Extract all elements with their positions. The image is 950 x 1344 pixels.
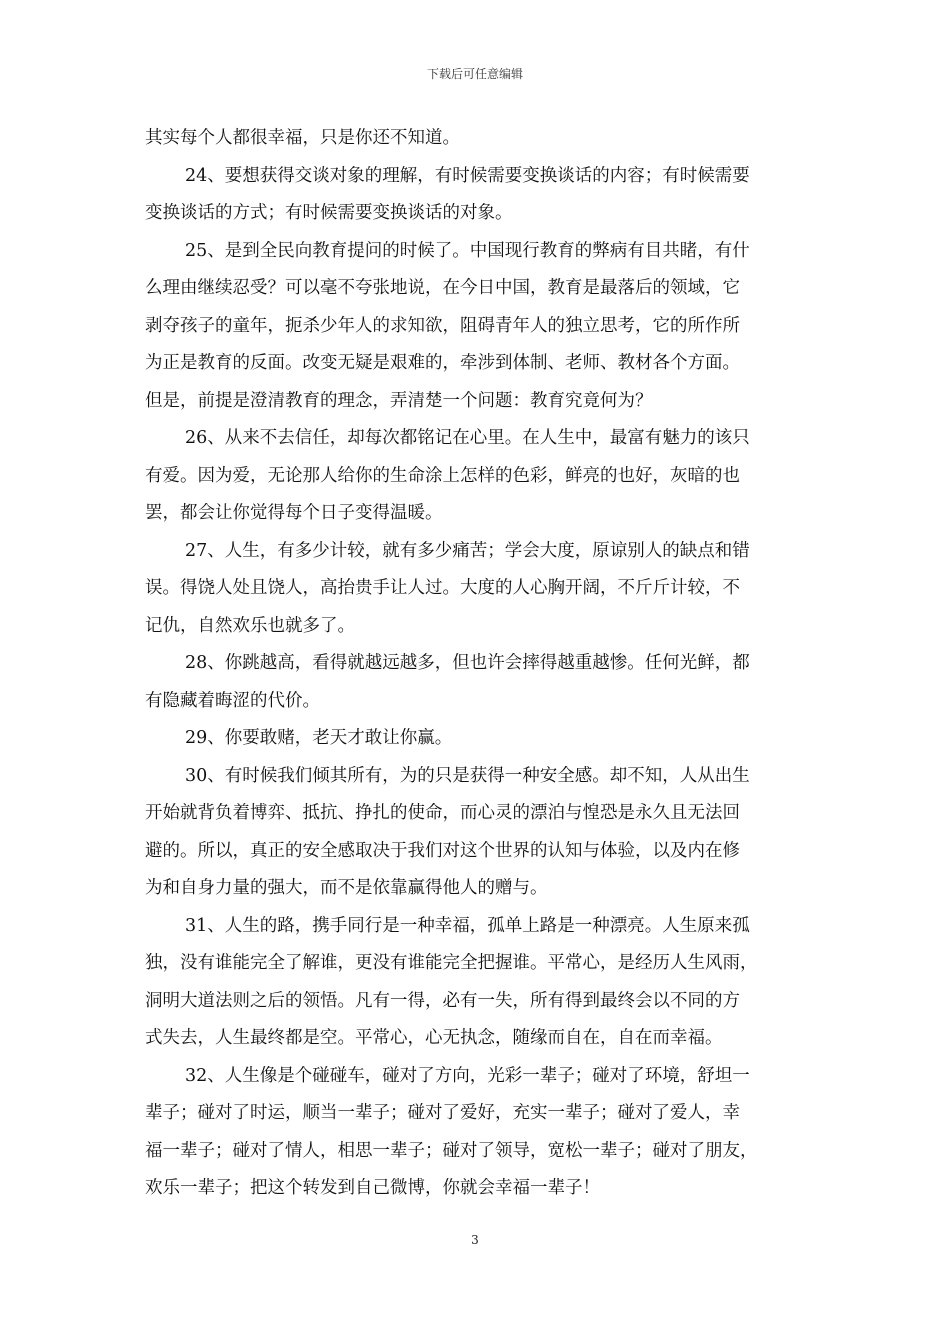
paragraph-line: 记仇，自然欢乐也就多了。: [145, 615, 355, 636]
paragraph-line: 26、从来不去信任，却每次都铭记在心里。在人生中，最富有魅力的该只: [185, 428, 750, 448]
paragraph-line: 为正是教育的反面。改变无疑是艰难的，牵涉到体制、老师、教材各个方面。: [145, 353, 740, 373]
paragraph-line: 变换谈话的方式；有时候需要变换谈话的对象。: [145, 203, 513, 223]
paragraph: [145, 758, 809, 908]
paragraph: [145, 233, 809, 421]
paragraph-line: 但是，前提是澄清教育的理念，弄清楚一个问题：教育究竟何为？: [145, 390, 653, 411]
paragraph-line: 洞明大道法则之后的领悟。凡有一得，必有一失，所有得到最终会以不同的方: [145, 990, 740, 1011]
paragraph-line: 避的。所以，真正的安全感取决于我们对这个世界的认知与体验，以及内在修: [145, 840, 740, 861]
paragraph: [145, 720, 809, 758]
paragraph-line: 有爱。因为爱，无论那人给你的生命涂上怎样的色彩，鲜亮的也好，灰暗的也: [145, 465, 740, 486]
paragraph: [145, 1058, 809, 1208]
paragraph: [145, 158, 809, 233]
paragraph-line: 27、人生，有多少计较，就有多少痛苦；学会大度，原谅别人的缺点和错: [185, 540, 750, 561]
paragraph-line: 32、人生像是个碰碰车，碰对了方向，光彩一辈子；碰对了环境，舒坦一: [185, 1065, 750, 1086]
paragraph: [145, 120, 809, 158]
paragraph: [145, 533, 809, 646]
paragraph-line: 30、有时候我们倾其所有，为的只是获得一种安全感。却不知，人从出生: [185, 765, 750, 786]
paragraph-line: 25、是到全民向教育提问的时候了。中国现行教育的弊病有目共睹，有什: [185, 240, 750, 261]
paragraph: [145, 420, 809, 533]
paragraph-line: 独，没有谁能完全了解谁，更没有谁能完全把握谁。平常心，是经历人生风雨，: [145, 953, 758, 973]
header-text: 下载后可任意编辑: [426, 67, 523, 81]
paragraph-line: 欢乐一辈子；把这个转发到自己微博，你就会幸福一辈子！: [145, 1178, 600, 1198]
paragraph-line: 有隐藏着晦涩的代价。: [145, 690, 320, 711]
page-header: [0, 66, 950, 82]
paragraph-line: 为和自身力量的强大，而不是依靠赢得他人的赠与。: [145, 878, 548, 898]
paragraph: [145, 908, 809, 1058]
document-body: [145, 120, 809, 1208]
paragraph-line: 24、要想获得交谈对象的理解，有时候需要变换谈话的内容；有时候需要: [185, 165, 750, 186]
paragraph-line: 29、你要敢赌，老天才敢让你赢。: [185, 728, 453, 748]
paragraph-line: 其实每个人都很幸福，只是你还不知道。: [145, 128, 460, 148]
paragraph-line: 开始就背负着博弈、抵抗、挣扎的使命，而心灵的漂泊与惶恐是永久且无法回: [145, 803, 740, 823]
paragraph-line: 31、人生的路，携手同行是一种幸福，孤单上路是一种漂亮。人生原来孤: [185, 915, 750, 936]
paragraph-line: 辈子；碰对了时运，顺当一辈子；碰对了爱好，充实一辈子；碰对了爱人，幸: [145, 1103, 740, 1123]
page-number: 3: [471, 1233, 479, 1247]
paragraph-line: 式失去，人生最终都是空。平常心，心无执念，随缘而自在，自在而幸福。: [145, 1028, 723, 1048]
paragraph-line: 误。得饶人处且饶人，高抬贵手让人过。大度的人心胸开阔，不斤斤计较，不: [145, 578, 740, 598]
paragraph: [145, 645, 809, 720]
paragraph-line: 剥夺孩子的童年，扼杀少年人的求知欲，阻碍青年人的独立思考，它的所作所: [145, 315, 740, 336]
page-footer: [0, 1232, 950, 1248]
paragraph-line: 罢，都会让你觉得每个日子变得温暖。: [145, 503, 443, 523]
paragraph-line: 么理由继续忍受？可以毫不夸张地说，在今日中国，教育是最落后的领域，它: [145, 278, 740, 298]
paragraph-line: 28、你跳越高，看得就越远越多，但也许会摔得越重越惨。任何光鲜，都: [185, 653, 750, 673]
paragraph-line: 福一辈子；碰对了情人，相思一辈子；碰对了领导，宽松一辈子；碰对了朋友，: [145, 1140, 758, 1161]
